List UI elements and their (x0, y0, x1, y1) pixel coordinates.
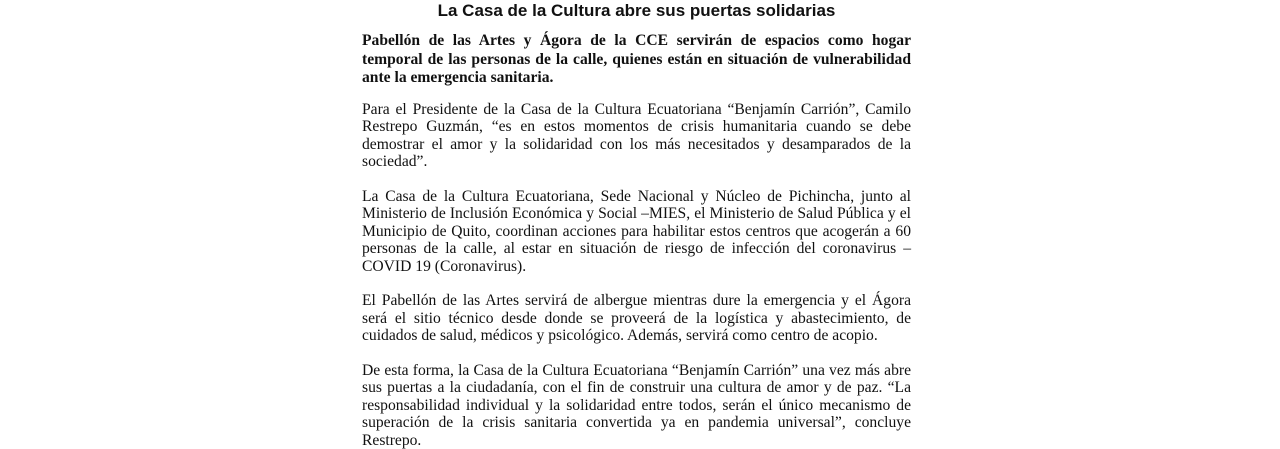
document-page (362, 0, 911, 449)
paragraph-1: Para el Presidente de la Casa de la Cultura Ecuatoriana “Benjamín Carrión”, Camilo Restrepo Guzmán, “es en estos momentos de crisis humanitaria cuando se debe demostrar el amor y la solidaridad con los más necesitados y desamparados de la sociedad”. (362, 101, 911, 171)
paragraph-2: La Casa de la Cultura Ecuatoriana, Sede Nacional y Núcleo de Pichincha, junto al Ministerio de Inclusión Económica y Social –MIES, el Ministerio de Salud Pública y el Municipio de Quito, coordinan acciones para habilitar estos centros que acogerán a 60 personas de la calle, al estar en situación de riesgo de infección del coronavirus –COVID 19 (Coronavirus). (362, 188, 911, 276)
paragraph-3: El Pabellón de las Artes servirá de albergue mientras dure la emergencia y el Ágora será el sitio técnico desde donde se proveerá de la logística y abastecimiento, de cuidados de salud, médicos y psicológico. Además, servirá como centro de acopio. (362, 292, 911, 345)
document-lead: Pabellón de las Artes y Ágora de la CCE servirán de espacios como hogar temporal de las personas de la calle, quienes están en situación de vulnerabilidad ante la emergencia sanitaria. (362, 32, 911, 88)
paragraph-4: De esta forma, la Casa de la Cultura Ecuatoriana “Benjamín Carrión” una vez más abre sus puertas a la ciudadanía, con el fin de construir una cultura de amor y de paz. “La responsabilidad individual y la solidaridad entre todos, serán el único mecanismo de superación de la crisis sanitaria convertida ya en pandemia universal”, concluye Restrepo. (362, 362, 911, 449)
document-title: La Casa de la Cultura abre sus puertas solidarias (362, 0, 911, 21)
